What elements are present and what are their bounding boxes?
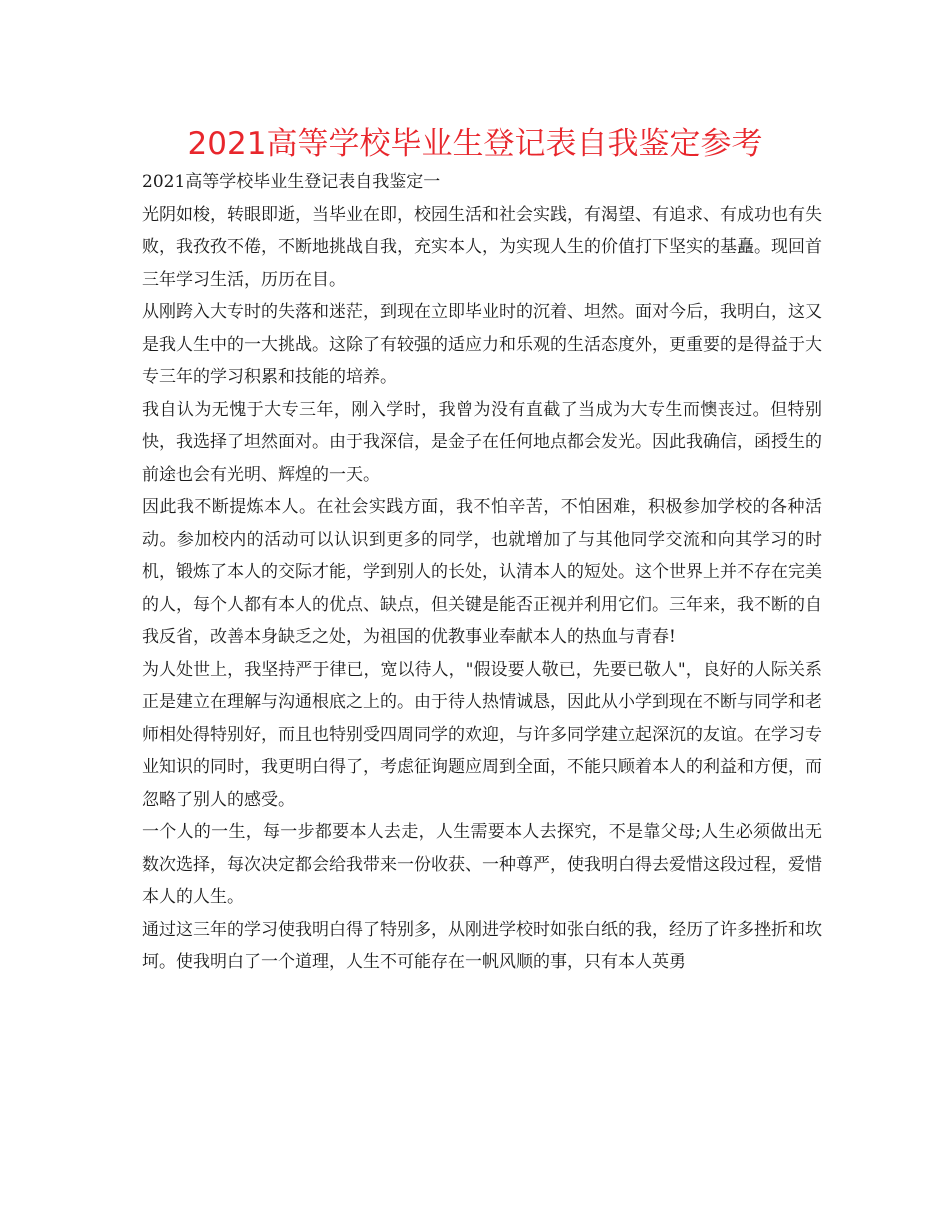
- paragraph-7: 通过这三年的学习使我明白得了特别多，从刚进学校时如张白纸的我，经历了许多挫折和坎坷。使我明白了一个道理，人生不可能存在一帆风顺的事，只有本人英勇: [142, 919, 822, 972]
- document-title: 2021高等学校毕业生登记表自我鉴定参考: [187, 126, 763, 162]
- paragraph-6: 一个人的一生，每一步都要本人去走，人生需要本人去探究，不是靠父母;人生必须做出无数次选择，每次决定都会给我带来一份收获、一种尊严，使我明白得去爱惜这段过程，爱惜本人的人生。: [142, 822, 822, 907]
- paragraph-2: 从刚跨入大专时的失落和迷茫，到现在立即毕业时的沉着、坦然。面对今后，我明白，这又是我人生中的一大挑战。这除了有较强的适应力和乐观的生活态度外，更重要的是得益于大专三年的学习积累和技能的培养。: [142, 302, 822, 387]
- document-body: [142, 166, 822, 979]
- paragraph-1: 光阴如梭，转眼即逝，当毕业在即，校园生活和社会实践，有渴望、有追求、有成功也有失败，我孜孜不倦，不断地挑战自我，充实本人，为实现人生的价值打下坚实的基矗。现回首三年学习生活，历历在目。: [142, 204, 822, 290]
- paragraph-4: 因此我不断提炼本人。在社会实践方面，我不怕辛苦，不怕困难，积极参加学校的各种活动。参加校内的活动可以认识到更多的同学，也就增加了与其他同学交流和向其学习的时机，锻炼了本人的交际才能，学到别人的长处，认清本人的短处。这个世界上并不存在完美的人，每个人都有本人的优点、缺点，但关键是能否正视并利用它们。三年来，我不断的自我反省，改善本身缺乏之处，为祖国的优教事业奉献本人的热血与青春!: [142, 497, 822, 647]
- paragraph-3: 我自认为无愧于大专三年，刚入学时，我曾为没有直截了当成为大专生而懊丧过。但特别快，我选择了坦然面对。由于我深信，是金子在任何地点都会发光。因此我确信，函授生的前途也会有光明、辉煌的一天。: [142, 399, 822, 485]
- document-subtitle: 2021高等学校毕业生登记表自我鉴定一: [142, 172, 441, 192]
- paragraph-5: 为人处世上，我坚持严于律已，宽以待人，"假设要人敬已，先要已敬人"，良好的人际关系正是建立在理解与沟通根底之上的。由于待人热情诚恳，因此从小学到现在不断与同学和老师相处得特别好，而且也特别受四周同学的欢迎，与许多同学建立起深沉的友谊。在学习专业知识的同时，我更明白得了，考虑征询题应周到全面，不能只顾着本人的利益和方便，而忽略了别人的感受。: [142, 659, 822, 810]
